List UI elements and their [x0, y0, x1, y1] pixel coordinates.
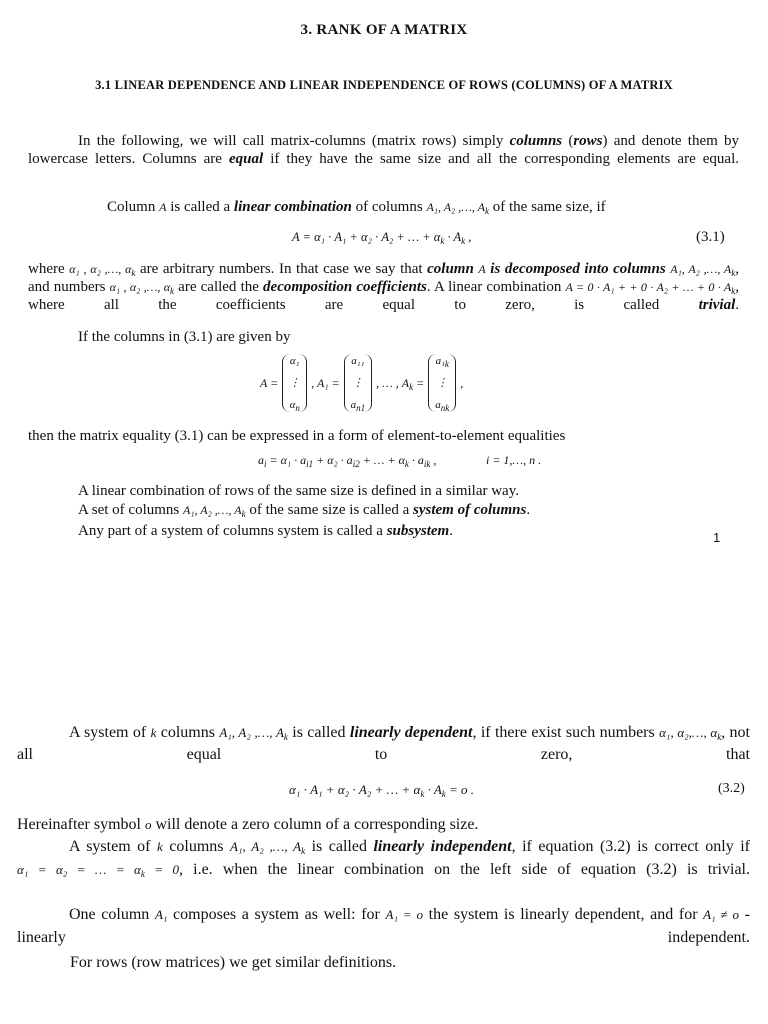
- page-title: 3. RANK OF A MATRIX: [300, 22, 468, 38]
- equation-number: (3.1): [696, 229, 725, 245]
- paragraph-columns-given: If the columns in (3.1) are given by: [78, 329, 291, 345]
- paragraph-linear-combination: Column A is called a linear combination of columns A₁, A₂ ,…, $A_k$ of the same size, if: [107, 199, 606, 216]
- paragraph-rows: A linear combination of rows of the same size is defined in a similar way.: [78, 483, 519, 499]
- paragraph-linearly-dependent: A system of k columns A₁, A₂ ,…, $A_k$ is called linearly dependent, if there exist such numbers α₁, α₂,…, $\alpha_k$, not all equal to zero, that: [17, 724, 751, 763]
- section-heading: 3.1 LINEAR DEPENDENCE AND LINEAR INDEPENDENCE OF ROWS (COLUMNS) OF A MATRIX: [95, 78, 673, 92]
- paragraph-system-of-columns: A set of columns A₁, A₂ ,…, $A_k$ of the same size is called a system of columns.: [78, 502, 531, 519]
- equation-elementwise: $a_i = \alpha_1 \cdot a_{i1} + \alpha_2 \cdot a_{i2}$ + … + $\alpha_k \cdot a_{ik}$ ,: [258, 453, 437, 469]
- paragraph-rows-similar: For rows (row matrices) we get similar definitions.: [70, 954, 397, 971]
- paragraph-subsystem: Any part of a system of columns system is called a subsystem.: [78, 523, 453, 539]
- vector-a1: a₁₁ ⋮ $a_{n1}$: [344, 354, 373, 412]
- vector-a: α₁ ⋮ $\alpha_n$: [282, 354, 307, 412]
- paragraph-intro: In the following, we will call matrix-columns (matrix rows) simply columns (rows) and denote them by lowercase letters. Columns are equal if they have the same size and all the corresponding elements are equal.: [28, 133, 739, 167]
- paragraph-element-equalities: then the matrix equality (3.1) can be expressed in a form of element-to-element equalities: [28, 428, 566, 444]
- paragraph-coefficients: where α₁ , α₂ ,…, $\alpha_k$ are arbitrary numbers. In that case we say that column A is decomposed into columns A₁, A₂ ,…, $A_k$, and numbers α₁ , α₂ ,…, $\alpha_k$ are called the decomposition coefficients. A linear combination A = 0 · A₁ + + 0 · A₂ + … + $0 \cdot A_k$, where all the coefficients are equal to zero, is called trivial.: [28, 261, 739, 313]
- paragraph-one-column: One column A₁ composes a system as well: for A₁ = o the system is linearly dependent, and for A₁ ≠ o - linearly independent.: [17, 906, 751, 946]
- equation-3-1: A = α₁ · A₁ + α₂ · A₂ + … + $\alpha_k \cdot A_k$ ,: [292, 230, 472, 246]
- page-number: 1: [713, 530, 721, 545]
- equation-number: (3.2): [718, 781, 745, 796]
- vector-ak: $a_1_k$ ⋮ $a_{nk}$: [428, 354, 456, 412]
- index-range: i = 1,…, n .: [486, 453, 542, 467]
- column-vectors: A = α₁ ⋮ $\alpha_n$ , A₁ = a₁₁ ⋮ $a_{n1}$ , … , $A_k$ = $a_1_k$ ⋮ $a_{nk}$ ,: [260, 355, 464, 413]
- page-2: [0, 700, 768, 1024]
- paragraph-linearly-independent: A system of k columns A₁, A₂ ,…, $A_k$ is called linearly independent, if equation (3.2) is correct only if α₁ = α₂ = … = $\alpha_k = 0$, i.e. when the linear combination on the left side of equation (3.2) is trivial.: [17, 838, 751, 879]
- paragraph-zero-column: Hereinafter symbol o will denote a zero column of a corresponding size.: [17, 816, 479, 833]
- equation-3-2: α₁ · A₁ + α₂ · A₂ + … + $\alpha_k \cdot A_k = o$ .: [289, 782, 475, 799]
